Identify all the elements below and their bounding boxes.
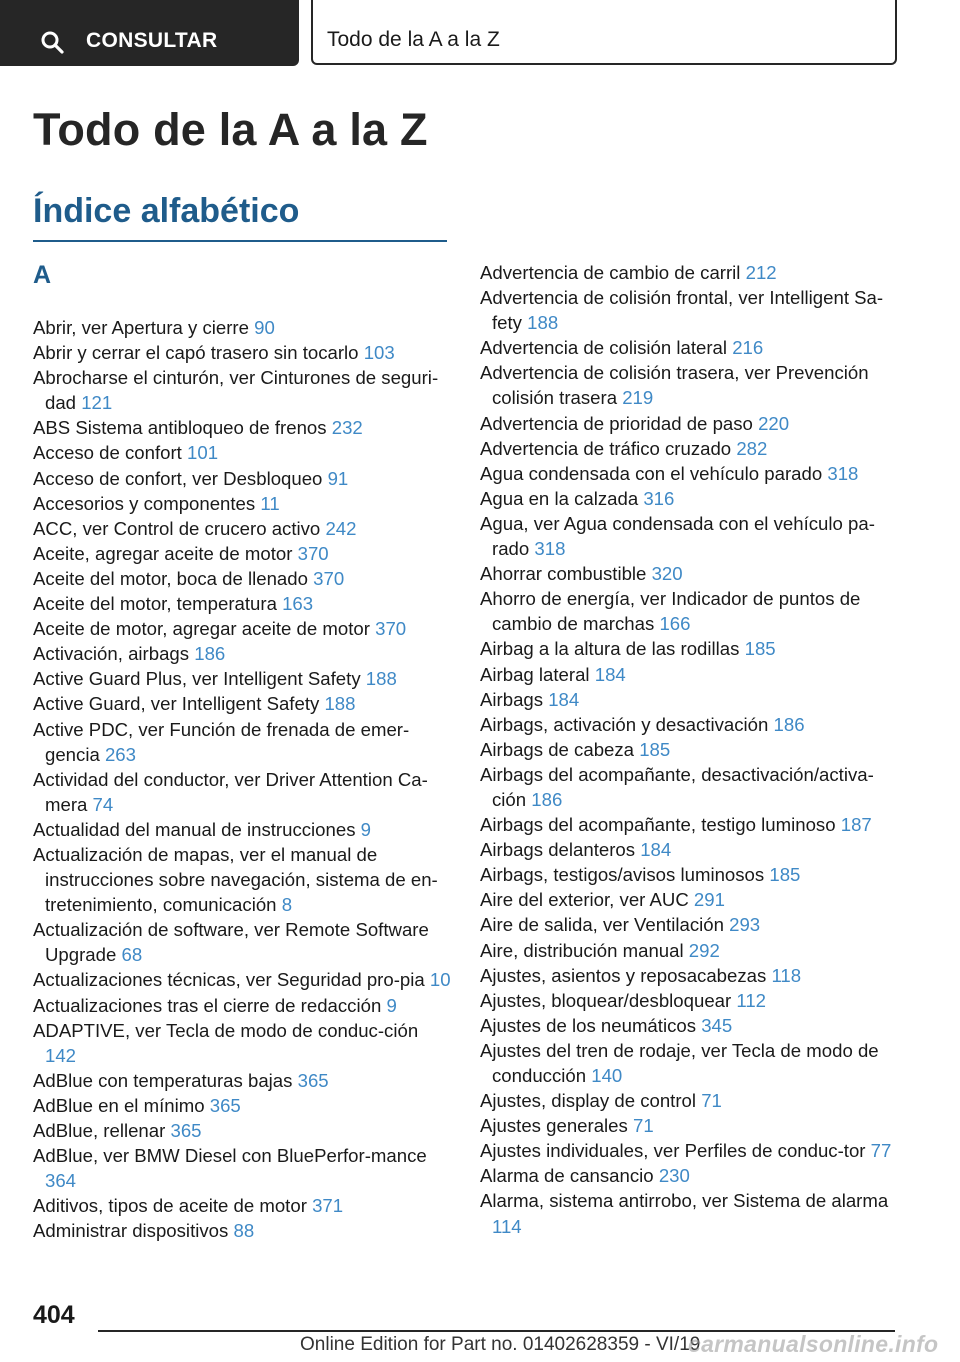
page-link[interactable]: 11 (260, 492, 280, 514)
page-link[interactable]: 292 (688, 939, 720, 961)
index-entry (480, 586, 900, 636)
index-entry (33, 817, 453, 842)
watermark: carmanualsonline.info (688, 1331, 939, 1357)
page-link[interactable]: 185 (639, 738, 671, 760)
page-link[interactable]: 9 (386, 994, 397, 1016)
page-link[interactable]: 293 (729, 914, 761, 936)
page-link[interactable]: 263 (104, 743, 136, 765)
index-entry (33, 691, 453, 716)
index-entry-text: Airbags delanteros (480, 839, 636, 861)
index-entry-text: Active Guard, ver Intelligent Safety (33, 693, 320, 715)
index-entry (480, 511, 900, 561)
page-link[interactable]: 316 (643, 487, 675, 509)
page-link[interactable]: 71 (632, 1115, 654, 1137)
index-entry-text: Advertencia de prioridad de paso (480, 412, 753, 434)
index-entry-text: Airbags del acompañante, desactivación/activa-ción (480, 763, 874, 810)
index-entry-text: Agua condensada con el vehículo parado (480, 462, 823, 484)
index-entry-text: Abrir y cerrar el capó trasero sin tocarlo (33, 342, 359, 364)
edition-note: Online Edition for Part no. 01402628359 - VI/19 (300, 1334, 701, 1355)
index-entry (480, 360, 900, 410)
page-link[interactable]: 345 (701, 1014, 733, 1036)
index-entry (33, 365, 453, 415)
index-entry (480, 837, 900, 862)
section-divider (33, 240, 447, 242)
index-entry (33, 717, 453, 767)
page-link[interactable]: 371 (312, 1195, 344, 1217)
index-entry (480, 561, 900, 586)
index-entry-text: Airbag a la altura de las rodillas (480, 638, 740, 660)
index-entry (33, 616, 453, 641)
page-link[interactable]: 112 (736, 989, 767, 1011)
breadcrumb[interactable] (311, 0, 897, 65)
index-entry (480, 260, 900, 285)
index-entry (480, 636, 900, 661)
index-entry (480, 1188, 900, 1238)
index-entry (33, 315, 453, 340)
page-link[interactable]: 219 (622, 387, 654, 409)
index-entry-text: Alarma, sistema antirrobo, ver Sistema de alarma (480, 1190, 889, 1212)
index-entry (33, 917, 453, 967)
page-link[interactable]: 184 (548, 688, 580, 710)
index-entry-text: Abrocharse el cinturón, ver Cinturones de seguri-dad (33, 367, 439, 414)
index-entry (480, 1113, 900, 1138)
index-entry (480, 687, 900, 712)
index-entry (480, 737, 900, 762)
index-entry (33, 440, 453, 465)
index-entry (33, 967, 453, 992)
page-link[interactable]: 74 (92, 793, 114, 815)
index-entry (33, 516, 453, 541)
index-letter: A (33, 261, 52, 289)
index-entry (480, 1138, 900, 1163)
index-entry (480, 862, 900, 887)
index-entry-text: Ajustes del tren de rodaje, ver Tecla de modo de conducción (480, 1039, 879, 1086)
index-entry-text: Advertencia de colisión lateral (480, 337, 728, 359)
index-entry (33, 1193, 453, 1218)
index-entry-text: Ajustes individuales, ver Perfiles de conduc-tor (480, 1140, 866, 1162)
page-link[interactable]: 185 (769, 864, 801, 886)
page-link[interactable]: 185 (744, 638, 776, 660)
index-entry (33, 491, 453, 516)
index-entry (480, 963, 900, 988)
index-entry-text: Aditivos, tipos de aceite de motor (33, 1195, 307, 1217)
index-entry (480, 938, 900, 963)
index-entry (33, 415, 453, 440)
index-entry (480, 912, 900, 937)
index-entry-text: Aceite del motor, boca de llenado (33, 567, 308, 589)
breadcrumb-label: Todo de la A a la Z (327, 28, 500, 51)
index-entry-text: Activación, airbags (33, 643, 190, 665)
page-link[interactable]: 114 (492, 1215, 522, 1237)
index-entry-text: Airbags, activación y desactivación (480, 713, 769, 735)
index-entry-text: AdBlue en el mínimo (33, 1094, 205, 1116)
search-icon (40, 30, 64, 54)
page-link[interactable]: 142 (45, 1044, 77, 1066)
page-link[interactable]: 365 (297, 1069, 329, 1091)
page-link[interactable]: 8 (281, 894, 293, 916)
index-entry-text: Advertencia de colisión trasera, ver Prevención colisión trasera (480, 362, 869, 409)
index-entry (33, 666, 453, 691)
page-link[interactable]: 184 (594, 663, 626, 685)
index-entry (33, 466, 453, 491)
page-link[interactable]: 163 (282, 593, 314, 615)
index-entry-text: AdBlue con temperaturas bajas (33, 1069, 293, 1091)
index-entry (33, 1068, 453, 1093)
page-link[interactable]: 166 (659, 613, 691, 635)
index-entry (33, 767, 453, 817)
index-entry (33, 1218, 453, 1243)
index-entry (480, 411, 900, 436)
index-entry-text: Acceso de confort (33, 442, 182, 464)
index-entry-text: Agua en la calzada (480, 487, 639, 509)
index-entry-text: Ahorrar combustible (480, 563, 647, 585)
page-link[interactable]: 370 (313, 567, 345, 589)
index-entry (480, 285, 900, 335)
page-link[interactable]: 282 (736, 437, 768, 459)
index-entry-text: Advertencia de tráfico cruzado (480, 437, 732, 459)
page-link[interactable]: 188 (324, 693, 356, 715)
index-entry-text: Aceite, agregar aceite de motor (33, 542, 293, 564)
index-entry-text: Airbags del acompañante, testigo luminoso (480, 814, 836, 836)
page-link[interactable]: 186 (531, 788, 563, 810)
index-entry (480, 1088, 900, 1113)
index-entry-text: Active PDC, ver Función de frenada de emer-gencia (33, 718, 410, 765)
index-entry (33, 591, 453, 616)
page-link[interactable]: 9 (360, 818, 372, 840)
index-entry-text: Aceite del motor, temperatura (33, 593, 277, 615)
page-link[interactable]: 291 (693, 889, 725, 911)
index-column-left (33, 315, 453, 1243)
page-link[interactable]: 318 (534, 538, 566, 560)
page-link[interactable]: 88 (233, 1220, 255, 1242)
index-entry (480, 461, 900, 486)
index-entry (33, 1143, 453, 1193)
page-link[interactable]: 68 (121, 944, 143, 966)
index-entry (33, 1118, 453, 1143)
index-entry-text: Actualización de software, ver Remote Software Upgrade (33, 919, 429, 966)
index-entry-text: Aceite de motor, agregar aceite de motor (33, 618, 370, 640)
index-entry-text: Advertencia de cambio de carril (480, 262, 741, 283)
index-entry (33, 340, 453, 365)
page-link[interactable]: 320 (651, 563, 683, 585)
page-link[interactable]: 230 (658, 1165, 690, 1187)
page-link[interactable]: 91 (327, 467, 349, 489)
page-link[interactable]: 186 (194, 643, 226, 665)
index-entry-text: Aire del exterior, ver AUC (480, 889, 689, 911)
page-title: Todo de la A a la Z (33, 104, 428, 155)
index-entry-text: Administrar dispositivos (33, 1220, 229, 1242)
index-entry-text: Advertencia de colisión frontal, ver Intelligent Sa-fety (480, 287, 884, 334)
page-link[interactable]: 212 (745, 262, 777, 283)
index-entry (33, 993, 453, 1018)
page-link[interactable]: 365 (170, 1120, 202, 1141)
index-entry-text: Actualizaciones técnicas, ver Seguridad pro-pia (33, 969, 425, 991)
page-link[interactable]: 188 (365, 668, 397, 690)
index-entry-text: ABS Sistema antibloqueo de frenos (33, 417, 327, 439)
index-entry (480, 436, 900, 461)
index-entry-text: Actividad del conductor, ver Driver Attention Ca-mera (33, 768, 428, 815)
index-entry-text: Acceso de confort, ver Desbloqueo (33, 467, 323, 489)
consultar-button[interactable] (0, 0, 299, 66)
index-entry-text: Actualización de mapas, ver el manual de instrucciones sobre navegación, sistema de en-tretenimiento, comunicación (33, 843, 438, 916)
page-link[interactable]: 186 (773, 713, 805, 735)
index-entry (33, 541, 453, 566)
index-entry-text: Ajustes de los neumáticos (480, 1014, 697, 1036)
index-entry-text: AdBlue, rellenar (33, 1120, 166, 1141)
index-entry-text: Airbags, testigos/avisos luminosos (480, 864, 765, 886)
page-link[interactable]: 232 (331, 417, 363, 439)
page-link[interactable]: 242 (325, 517, 357, 539)
index-entry (480, 662, 900, 687)
index-entry (480, 335, 900, 360)
page-link[interactable]: 187 (840, 814, 872, 836)
index-entry-text: ACC, ver Control de crucero activo (33, 517, 321, 539)
index-entry-text: Actualizaciones tras el cierre de redacción (33, 994, 382, 1016)
index-entry (33, 842, 453, 917)
page-link[interactable]: 370 (297, 542, 329, 564)
index-entry (480, 712, 900, 737)
page-link[interactable]: 365 (209, 1094, 241, 1116)
index-entry-text: Accesorios y componentes (33, 492, 256, 514)
page-link[interactable]: 220 (758, 412, 790, 434)
index-entry-text: Ajustes generales (480, 1115, 628, 1137)
page-link[interactable]: 71 (701, 1090, 722, 1112)
index-entry (33, 1018, 453, 1068)
page-link[interactable]: 216 (732, 337, 764, 359)
index-entry-text: Ajustes, asientos y reposacabezas (480, 964, 767, 986)
index-column-right (480, 260, 900, 1239)
index-entry (33, 641, 453, 666)
index-entry-text: Aire, distribución manual (480, 939, 684, 961)
page-number: 404 (33, 1301, 75, 1329)
page-link[interactable]: 121 (81, 392, 113, 414)
page-link[interactable]: 188 (527, 312, 559, 334)
page-link[interactable]: 90 (254, 317, 275, 338)
page-link[interactable]: 364 (45, 1170, 77, 1192)
consultar-label: CONSULTAR (86, 29, 218, 52)
index-entry-text: Ahorro de energía, ver Indicador de puntos de cambio de marchas (480, 588, 861, 635)
index-entry (480, 1163, 900, 1188)
index-entry (480, 812, 900, 837)
page-link[interactable]: 370 (375, 618, 407, 640)
index-entry-text: Ajustes, bloquear/desbloquear (480, 989, 732, 1011)
page-link[interactable]: 101 (187, 442, 219, 464)
index-entry (480, 887, 900, 912)
index-entry (480, 762, 900, 812)
index-entry-text: Abrir, ver Apertura y cierre (33, 317, 249, 338)
index-entry (33, 566, 453, 591)
index-entry-text: Agua, ver Agua condensada con el vehículo pa-rado (480, 512, 875, 560)
index-entry (33, 1093, 453, 1118)
index-entry-text: Airbags de cabeza (480, 738, 635, 760)
index-entry-text: Airbag lateral (480, 663, 590, 685)
index-entry-text: Ajustes, display de control (480, 1090, 697, 1112)
page-link[interactable]: 103 (363, 342, 395, 364)
index-entry (480, 1038, 900, 1088)
index-entry (480, 486, 900, 511)
page-link[interactable]: 318 (827, 462, 859, 484)
index-entry-text: AdBlue, ver BMW Diesel con BluePerfor-mance (33, 1145, 427, 1167)
page-link[interactable]: 184 (640, 839, 672, 861)
index-entry-text: Airbags (480, 688, 544, 710)
index-entry-text: ADAPTIVE, ver Tecla de modo de conduc-ción (33, 1019, 419, 1041)
top-bar (0, 0, 960, 66)
page-link[interactable]: 77 (870, 1140, 892, 1162)
section-title: Índice alfabético (33, 192, 300, 230)
page-link[interactable]: 118 (771, 964, 802, 986)
page-link[interactable]: 140 (591, 1065, 623, 1086)
index-entry-text: Aire de salida, ver Ventilación (480, 914, 724, 936)
index-entry (480, 988, 900, 1013)
page-link[interactable]: 10 (429, 969, 451, 991)
index-entry-text: Alarma de cansancio (480, 1165, 654, 1187)
index-entry (480, 1013, 900, 1038)
index-entry-text: Actualidad del manual de instrucciones (33, 818, 356, 840)
index-entry-text: Active Guard Plus, ver Intelligent Safety (33, 668, 361, 690)
